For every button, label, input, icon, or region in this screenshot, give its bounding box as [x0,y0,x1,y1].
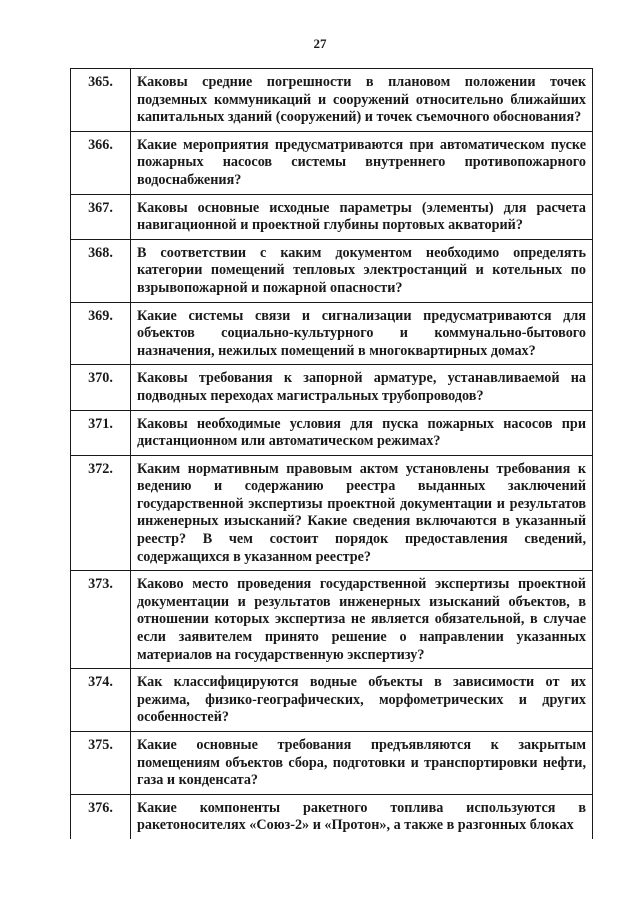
question-text: Каким нормативным правовым актом установлены требования к ведению и содержанию реестра выданных заключений государственной экспертизы проектной документации и результатов инженерных изысканий? Какие сведения включаются в указанный реестр? В чем состоит порядок предоставления сведений, содержащихся в указанном реестре? [131,455,593,571]
question-number: 376. [71,794,131,839]
question-row [71,365,593,410]
question-row [71,410,593,455]
question-number: 367. [71,194,131,239]
question-number: 369. [71,302,131,365]
question-row [71,571,593,669]
question-number: 373. [71,571,131,669]
question-text: Каковы требования к запорной арматуре, устанавливаемой на подводных переходах магистральных трубопроводов? [131,365,593,410]
question-text: Какие компоненты ракетного топлива используются в ракетоносителях «Союз-2» и «Протон», а также в разгонных блоках [131,794,593,839]
question-row [71,732,593,795]
question-row [71,455,593,571]
question-row [71,794,593,839]
question-number: 375. [71,732,131,795]
question-row [71,239,593,302]
question-row [71,194,593,239]
question-number: 374. [71,669,131,732]
question-text: Каково место проведения государственной экспертизы проектной документации и результатов инженерных изысканий объектов, в отношении которых экспертиза не является обязательной, в случае если заявителем принято решение о направлении указанных материалов на государственную экспертизу? [131,571,593,669]
question-text: Какие основные требования предъявляются к закрытым помещениям объектов сбора, подготовки и транспортировки нефти, газа и конденсата? [131,732,593,795]
question-row [71,669,593,732]
question-text: Каковы основные исходные параметры (элементы) для расчета навигационной и проектной глубины портовых акваторий? [131,194,593,239]
question-number: 371. [71,410,131,455]
question-row [71,302,593,365]
question-text: Как классифицируются водные объекты в зависимости от их режима, физико-географических, морфометрических и других особенностей? [131,669,593,732]
question-number: 365. [71,69,131,132]
question-number: 372. [71,455,131,571]
question-text: Какие мероприятия предусматриваются при автоматическом пуске пожарных насосов системы внутреннего противопожарного водоснабжения? [131,131,593,194]
question-text: Каковы необходимые условия для пуска пожарных насосов при дистанционном или автоматическом режимах? [131,410,593,455]
question-number: 370. [71,365,131,410]
question-text: Какие системы связи и сигнализации предусматриваются для объектов социально-культурного и коммунально-бытового назначения, нежилых помещений в многоквартирных домах? [131,302,593,365]
questions-table [70,68,593,839]
question-row [71,69,593,132]
question-row [71,131,593,194]
question-text: Каковы средние погрешности в плановом положении точек подземных коммуникаций и сооружений относительно ближайших капитальных зданий (сооружений) и точек съемочного обоснования? [131,69,593,132]
page-number: 27 [313,36,327,51]
question-number: 366. [71,131,131,194]
question-text: В соответствии с каким документом необходимо определять категории помещений тепловых электростанций и котельных по взрывопожарной и пожарной опасности? [131,239,593,302]
question-number: 368. [71,239,131,302]
